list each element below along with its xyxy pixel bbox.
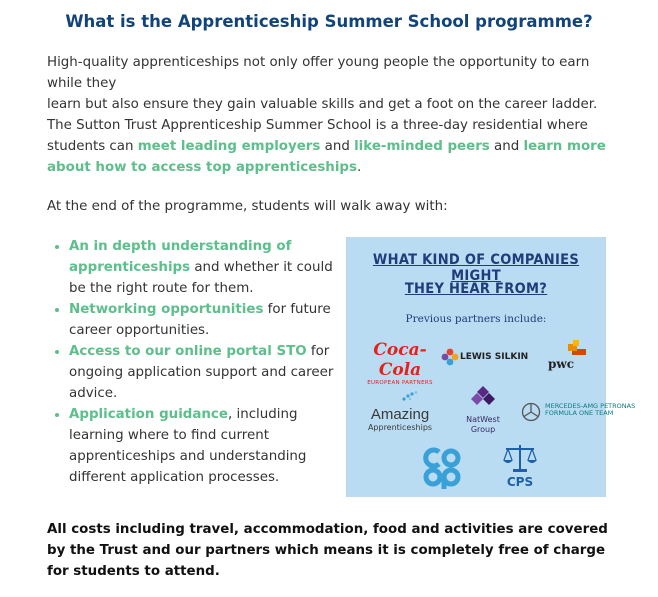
petronas-wordmark bbox=[545, 403, 635, 417]
amazing-apprenticeships-logo bbox=[358, 387, 442, 432]
intro-end: . bbox=[356, 160, 362, 175]
mercedes-star-icon bbox=[521, 402, 541, 422]
lewis-silkin-logo bbox=[441, 348, 527, 368]
pwc-logo bbox=[546, 340, 588, 374]
pwc-icon bbox=[546, 340, 588, 358]
bullet-highlight: Access to our online portal STO bbox=[69, 344, 307, 359]
lewis-silkin-wordmark: LEWIS SILKIN bbox=[460, 352, 529, 362]
cost-notice: All costs including travel, accommodation, food and activities are covered by the Trust and our partners which means it is completely free of charge for students to attend. bbox=[47, 522, 608, 579]
panel-heading-line-2: THEY HEAR FROM? bbox=[404, 281, 548, 297]
bullet-highlight: Application guidance bbox=[69, 407, 228, 422]
natwest-logo bbox=[458, 385, 508, 435]
outcomes-intro: At the end of the programme, students will walk away with: bbox=[47, 199, 448, 214]
amazing-wordmark: Amazing bbox=[370, 406, 430, 423]
highlight-learn-more: learn more about how to access top apprenticeships bbox=[47, 139, 606, 175]
intro-paragraph bbox=[47, 52, 617, 178]
intro-and-1: and bbox=[320, 139, 355, 154]
list-item bbox=[69, 404, 334, 488]
cps-logo bbox=[500, 442, 540, 490]
bullet-text: for ongoing application support and career advice. bbox=[69, 344, 334, 401]
intro-and-2: and bbox=[489, 139, 524, 154]
bullet-text: and whether it could be the right route for them. bbox=[69, 260, 333, 296]
partners-panel bbox=[346, 237, 636, 497]
cocacola-logo bbox=[360, 340, 440, 386]
petronas-logo bbox=[521, 402, 636, 422]
scales-icon bbox=[500, 442, 540, 474]
highlight-peers: like-minded peers bbox=[354, 139, 490, 154]
amazing-subtext: Apprenticeships bbox=[367, 423, 433, 432]
bullet-highlight: Networking opportunities bbox=[69, 302, 264, 317]
cocacola-wordmark: Coca-Cola bbox=[373, 340, 427, 380]
coop-logo bbox=[423, 447, 463, 489]
petronas-name: MERCEDES-AMG PETRONAS bbox=[545, 402, 636, 410]
page-title: What is the Apprenticeship Summer School programme? bbox=[65, 12, 593, 31]
amazing-dots-icon bbox=[380, 390, 420, 402]
list-item bbox=[69, 299, 334, 341]
list-item bbox=[69, 236, 334, 299]
pwc-wordmark: pwc bbox=[548, 357, 575, 371]
bullet-text: for future career opportunities. bbox=[69, 302, 331, 338]
intro-line-1: High-quality apprenticeships not only offer young people the opportunity to earn while they bbox=[47, 55, 590, 91]
outcomes-list bbox=[47, 236, 334, 488]
lewis-silkin-icon bbox=[441, 348, 459, 366]
petronas-subtext: FORMULA ONE TEAM bbox=[545, 409, 614, 417]
panel-subheading: Previous partners include: bbox=[405, 313, 547, 325]
cps-wordmark: CPS bbox=[506, 475, 534, 489]
panel-heading-line-1: WHAT KIND OF COMPANIES MIGHT bbox=[372, 252, 580, 284]
natwest-icon bbox=[470, 385, 496, 411]
highlight-meet-employers: meet leading employers bbox=[137, 139, 321, 154]
intro-line-2: learn but also ensure they gain valuable skills and get a foot on the career ladder. The Sutton Trust Apprenticeship Summer School is a three-day residential where students can bbox=[47, 97, 598, 154]
natwest-wordmark: NatWest Group bbox=[466, 415, 500, 434]
bullet-highlight: An in depth understanding of apprenticeships bbox=[69, 239, 292, 275]
bullet-text: , including learning where to find current apprenticeships and understanding different application processes. bbox=[69, 407, 307, 485]
coop-icon bbox=[423, 447, 463, 489]
list-item bbox=[69, 341, 334, 404]
cocacola-subtext: EUROPEAN PARTNERS bbox=[367, 380, 433, 386]
